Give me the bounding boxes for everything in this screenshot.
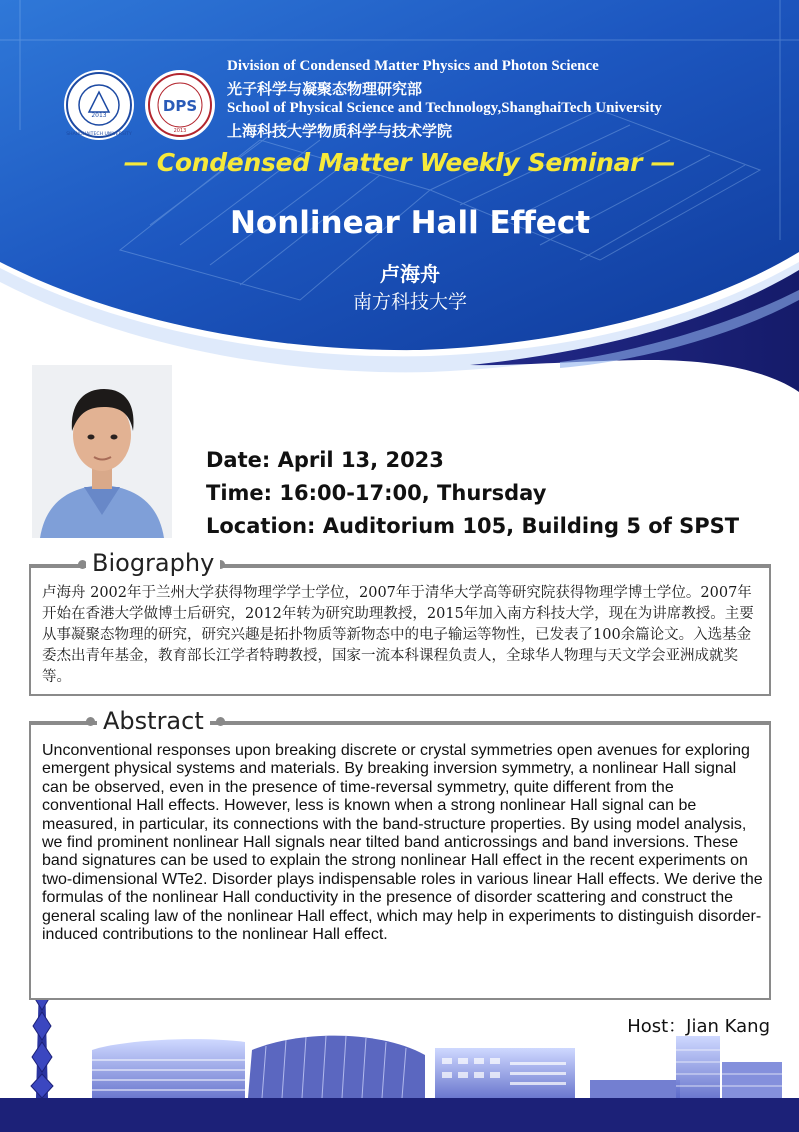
event-date: Date: April 13, 2023	[206, 448, 444, 472]
logo-left-year: 2013	[91, 112, 107, 119]
speaker-photo	[32, 365, 172, 538]
school-name-en: School of Physical Science and Technology,ShanghaiTech University	[227, 100, 662, 116]
host-name: Host：Jian Kang	[627, 1016, 770, 1037]
abstract-bullet-right	[216, 717, 225, 726]
school-name-cn: 上海科技大学物质科学与技术学院	[227, 122, 453, 140]
dps-logo	[143, 68, 217, 142]
abstract-bullet-left	[86, 717, 95, 726]
division-name-cn: 光子科学与凝聚态物理研究部	[227, 80, 423, 98]
event-time: Time: 16:00-17:00, Thursday	[206, 481, 547, 505]
skyline-illustration	[92, 1036, 782, 1098]
speaker-affiliation: 南方科技大学	[352, 291, 467, 313]
abstract-text: Unconventional responses upon breaking discrete or crystal symmetries open avenues for exploring emergent physical systems and materials. By breaking inversion symmetry, a nonlinear Hall signal can be observed, even in the presence of time-reversal symmetry, quite different from the conventional Hall effects. However, less is known when a strong nonlinear Hall signal can be measured, in particular, its connections with the band-structure properties. By using model analysis, we find prominent nonlinear Hall signals near tilted band anticrossings and band inversions. These band signatures can be used to explain the strong nonlinear Hall effect in the recent experiments on two-dimensional WTe2. Disorder plays indispensable roles in various linear Hall effects. We derive the formulas of the nonlinear Hall conductivity in the presence of disorder scattering and construct the general scaling law of the nonlinear Hall effect, which may help in experiments to distinguish disorder-induced contributions to the nonlinear Hall effect.	[42, 742, 763, 944]
abstract-heading: Abstract	[97, 707, 210, 735]
division-name-en: Division of Condensed Matter Physics and Photon Science	[227, 58, 599, 74]
seminar-series: — Condensed Matter Weekly Seminar —	[123, 148, 676, 177]
speaker-name: 卢海舟	[380, 262, 440, 286]
biography-heading: Biography	[86, 549, 220, 577]
shanghaitech-logo	[62, 68, 136, 142]
logo-left-text: SHANGHAITECH UNIVERSITY	[66, 132, 132, 137]
event-location: Location: Auditorium 105, Building 5 of SPST	[206, 514, 740, 538]
talk-title: Nonlinear Hall Effect	[229, 205, 591, 241]
biography-text: 卢海舟 2002年于兰州大学获得物理学学士学位，2007年于清华大学高等研究院获得物理学博士学位。2007年开始在香港大学做博士后研究，2012年转为研究助理教授，2015年加入南方科技大学，现在为讲席教授。主要从事凝聚态物理的研究，研究兴趣是拓扑物质等新物态中的电子输运等物性，已发表了100余篇论文。入选基金委杰出青年基金，教育部长江学者特聘教授，国家一流本科课程负责人，全球华人物理与天文学会亚洲成就奖等。	[42, 585, 754, 685]
logo-right-year: 2013	[173, 128, 187, 134]
logo-right-text: DPS	[162, 97, 198, 115]
